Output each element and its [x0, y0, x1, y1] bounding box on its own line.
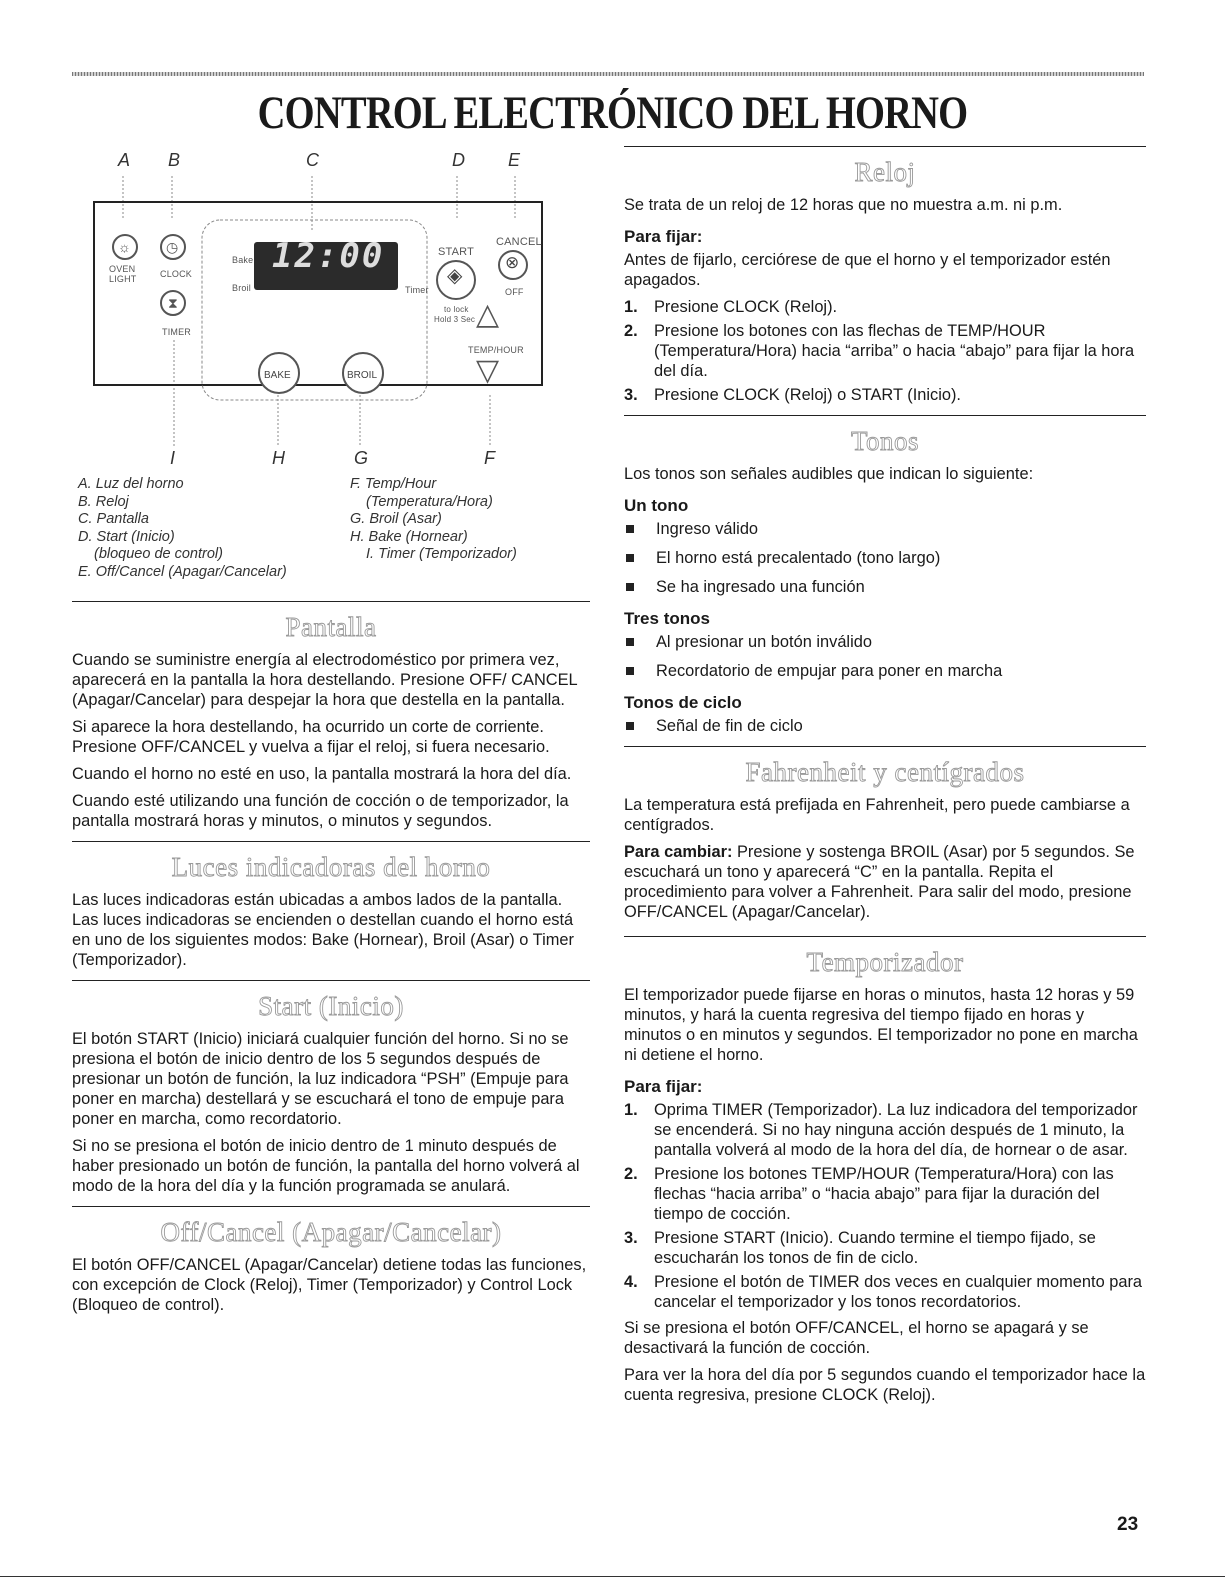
section-rule: [72, 841, 590, 842]
to-lock-label: to lock: [444, 305, 469, 314]
pantalla-p4: Cuando esté utilizando una función de cocción o de temporizador, la pantalla mostrará horas y minutos, o minutos y segundos.: [72, 792, 569, 830]
temp-down-button[interactable]: [476, 356, 499, 386]
off-label: OFF: [505, 287, 524, 297]
legend-g: G. Broil (Asar): [350, 511, 442, 527]
list-item: [624, 1100, 1146, 1160]
temp-hour-label: TEMP/HOUR: [468, 345, 524, 355]
bake-button[interactable]: [258, 352, 300, 394]
triangle-up-icon: △: [476, 298, 500, 331]
step-text: Presione los botones TEMP/HOUR (Temperatura/Hora) con las flechas “hacia arriba” o “hacia abajo” para fijar la duración del tiempo de cocción.: [654, 1165, 1114, 1223]
legend-h: H. Bake (Hornear): [350, 528, 468, 545]
timer-label: TIMER: [162, 327, 191, 337]
section-rule: [624, 415, 1146, 416]
start-button[interactable]: [436, 260, 476, 300]
oven-display: [254, 236, 398, 290]
start-p1: El botón START (Inicio) iniciará cualquier función del horno. Si no se presiona el botón de inicio dentro de los 5 segundos después de presionar un botón de función, la luz indicadora “PSH” (Empuje para poner en marcha) destellará y se escuchará el tono de empuje para poner en marcha, como recordatorio.: [72, 1030, 569, 1128]
temporizador-p1: El temporizador puede fijarse en horas o minutos, hasta 12 horas y 59 minutos, y hará la cuenta regresiva del tiempo fijado en horas y minutos o en minutos y segundos. El temporizador no pone en marcha ni detiene el horno.: [624, 986, 1138, 1064]
tonos-list1: [624, 519, 1146, 597]
bake-indicator: Bake: [232, 255, 254, 265]
reloj-p1: Se trata de un reloj de 12 horas que no muestra a.m. ni p.m.: [624, 196, 1063, 214]
control-panel-diagram: [72, 150, 590, 480]
step-text: Oprima TIMER (Temporizador). La luz indicadora del temporizador se encenderá. Si no hay ninguna acción después de 1 minuto, la pantalla volverá al modo de la hora del día, de hornear o de asar.: [654, 1101, 1138, 1159]
start-label: START: [438, 246, 475, 258]
list-item: Señal de fin de ciclo: [624, 716, 1146, 736]
page-title: CONTROL ELECTRÓNICO DEL HORNO: [257, 87, 968, 139]
start-diamond-icon: ◈: [447, 265, 463, 287]
label-b: B: [168, 150, 181, 170]
section-heading-start: Start (Inicio): [258, 991, 404, 1021]
label-h: H: [272, 448, 285, 468]
cancel-label: CANCEL: [496, 236, 542, 248]
oven-light-button[interactable]: [112, 234, 138, 260]
label-g: G: [354, 448, 369, 468]
broil-button[interactable]: [342, 352, 384, 394]
list-item: [624, 321, 1146, 381]
timer-indicator: Timer: [405, 285, 429, 295]
oven-light-label: OVEN LIGHT: [109, 264, 137, 284]
label-i: I: [170, 448, 176, 468]
section-rule: [624, 146, 1146, 147]
step-text: Presione CLOCK (Reloj) o START (Inicio).: [654, 386, 961, 404]
list-item: El horno está precalentado (tono largo): [624, 548, 1146, 568]
legend-f-sub: (Temperatura/Hora): [366, 493, 493, 510]
timer-button[interactable]: [160, 290, 186, 316]
panel-outline-graphic: [72, 150, 590, 480]
step-number: 3.: [624, 1229, 638, 1247]
reloj-steps: [624, 297, 1146, 405]
legend-e: E. Off/Cancel (Apagar/Cancelar): [78, 563, 287, 580]
temporizador-subheading: Para fijar:: [624, 1077, 703, 1096]
start-p2: Si no se presiona el botón de inicio dentro de 1 minuto después de haber presionado un botón de función, la pantalla del horno volverá al modo de la hora del día y la función programada se anulará.: [72, 1137, 580, 1195]
hold-label: Hold 3 Sec: [434, 315, 476, 324]
left-column: [72, 150, 590, 1322]
step-number: 1.: [624, 1101, 638, 1119]
broil-indicator: Broil: [232, 283, 252, 293]
step-number: 2.: [624, 322, 638, 340]
x-circle-icon: ⊗: [505, 253, 520, 272]
section-heading-fahrenheit: Fahrenheit y centígrados: [745, 757, 1025, 787]
section-heading-tonos: Tonos: [850, 426, 920, 456]
list-item: Recordatorio de empujar para poner en marcha: [624, 661, 1146, 681]
section-rule: [624, 936, 1146, 937]
step-text: Presione el botón de TIMER dos veces en cualquier momento para cancelar el temporizador y los tonos recordatorios.: [654, 1273, 1143, 1311]
top-rule: [72, 72, 1144, 76]
hourglass-icon: ⧗: [168, 295, 178, 311]
step-text: Presione CLOCK (Reloj).: [654, 298, 838, 316]
legend-i: I. Timer (Temporizador): [366, 546, 517, 562]
temporizador-p3: Para ver la hora del día por 5 segundos cuando el temporizador hace la cuenta regresiva, presione CLOCK (Reloj).: [624, 1366, 1146, 1404]
clock-label: CLOCK: [160, 269, 193, 279]
pantalla-p1: Cuando se suministre energía al electrodoméstico por primera vez, aparecerá en la pantalla la hora destellando. Presione OFF/ CANCEL (Apagar/Cancelar) para despejar la hora que destella en la pantalla.: [72, 651, 578, 709]
triangle-down-icon: ▽: [476, 354, 500, 387]
section-heading-pantalla: Pantalla: [285, 612, 377, 642]
temporizador-p2: Si se presiona el botón OFF/CANCEL, el horno se apagará y se desactivará la función de cocción.: [624, 1319, 1089, 1357]
tonos-sub1: Un tono: [624, 496, 689, 515]
reloj-subheading: Para fijar:: [624, 227, 703, 246]
legend-b: B. Reloj: [78, 493, 129, 510]
tonos-list3: [624, 716, 1146, 736]
luces-p1: Las luces indicadoras están ubicadas a ambos lados de la pantalla. Las luces indicadoras se encienden o destellan cuando el horno está en uno de los siguientes modos: Bake (Hornear), Broil (Asar) o Timer (Temporizador).: [72, 891, 574, 969]
clock-icon: ◷: [166, 239, 179, 255]
section-heading-reloj: Reloj: [854, 157, 916, 187]
fahrenheit-lead: Para cambiar:: [624, 843, 733, 861]
list-item: Ingreso válido: [624, 519, 1146, 539]
bake-button-label: BAKE: [264, 370, 291, 381]
label-c: C: [306, 150, 319, 170]
step-text: Presione los botones con las flechas de TEMP/HOUR (Temperatura/Hora) hacia “arriba” o hacia “abajo” para fijar la hora del día.: [654, 322, 1135, 380]
legend-c: C. Pantalla: [78, 511, 149, 527]
tonos-p1: Los tonos son señales audibles que indican lo siguiente:: [624, 465, 1034, 483]
fahrenheit-p1: La temperatura está prefijada en Fahrenheit, pero puede cambiarse a centígrados.: [624, 796, 1130, 834]
label-a: A: [118, 150, 131, 170]
reloj-p2: Antes de fijarlo, cerciórese de que el horno y el temporizador estén apagados.: [624, 251, 1111, 289]
bottom-rule: [0, 1576, 1225, 1577]
broil-button-label: BROIL: [347, 370, 378, 381]
pantalla-p3: Cuando el horno no esté en uso, la pantalla mostrará la hora del día.: [72, 765, 572, 783]
step-number: 2.: [624, 1165, 638, 1183]
display-time: 12:00: [272, 236, 385, 276]
list-item: Se ha ingresado una función: [624, 577, 1146, 597]
temporizador-steps: [624, 1100, 1146, 1312]
fahrenheit-text: Presione y sostenga BROIL (Asar) por 5 segundos. Se escuchará un tono y aparecerá “C” en la pantalla. Repita el procedimiento para volver a Fahrenheit. Para salir del modo, presione OFF/CANCEL (Apagar/Cancelar).: [624, 843, 1135, 921]
legend-a: A. Luz del horno: [78, 476, 184, 492]
legend-d: D. Start (Inicio): [78, 528, 175, 545]
page-number: 23: [1117, 1514, 1139, 1535]
temp-up-button[interactable]: [476, 300, 499, 330]
section-rule: [72, 1206, 590, 1207]
step-number: 1.: [624, 298, 638, 316]
pantalla-p2: Si aparece la hora destellando, ha ocurrido un corte de corriente. Presione OFF/CANCEL y vuelva a fijar el reloj, si fuera necesario.: [72, 718, 550, 756]
label-f: F: [484, 448, 495, 468]
right-column: [624, 146, 1146, 1412]
step-text: Presione START (Inicio). Cuando termine el tiempo fijado, se escucharán los tonos de fin de ciclo.: [654, 1229, 1096, 1267]
tonos-sub2: Tres tonos: [624, 609, 710, 628]
bulb-icon: ☼: [118, 239, 131, 255]
list-item: Al presionar un botón inválido: [624, 632, 1146, 652]
step-number: 3.: [624, 386, 638, 404]
cancel-button[interactable]: [498, 250, 528, 280]
tonos-list2: [624, 632, 1146, 681]
label-e: E: [508, 150, 521, 170]
step-number: 4.: [624, 1273, 638, 1291]
list-item: [624, 1228, 1146, 1268]
section-rule: [624, 746, 1146, 747]
list-item: [624, 297, 1146, 317]
legend-d-sub: (bloqueo de control): [94, 546, 223, 562]
diagram-legend: [78, 476, 590, 581]
section-heading-temporizador: Temporizador: [806, 947, 964, 977]
section-heading-offcancel: Off/Cancel (Apagar/Cancelar): [160, 1217, 502, 1247]
clock-button[interactable]: [160, 234, 186, 260]
section-heading-luces: Luces indicadoras del horno: [171, 852, 491, 882]
list-item: [624, 1272, 1146, 1312]
legend-f: F. Temp/Hour: [350, 476, 437, 492]
fahrenheit-p2: [624, 842, 1146, 922]
label-d: D: [452, 150, 465, 170]
section-rule: [72, 980, 590, 981]
tonos-sub3: Tonos de ciclo: [624, 693, 742, 712]
list-item: [624, 1164, 1146, 1224]
list-item: [624, 385, 1146, 405]
offcancel-p1: El botón OFF/CANCEL (Apagar/Cancelar) detiene todas las funciones, con excepción de Clock (Reloj), Timer (Temporizador) y Control Lock (Bloqueo de control).: [72, 1256, 587, 1314]
section-rule: [72, 601, 590, 602]
